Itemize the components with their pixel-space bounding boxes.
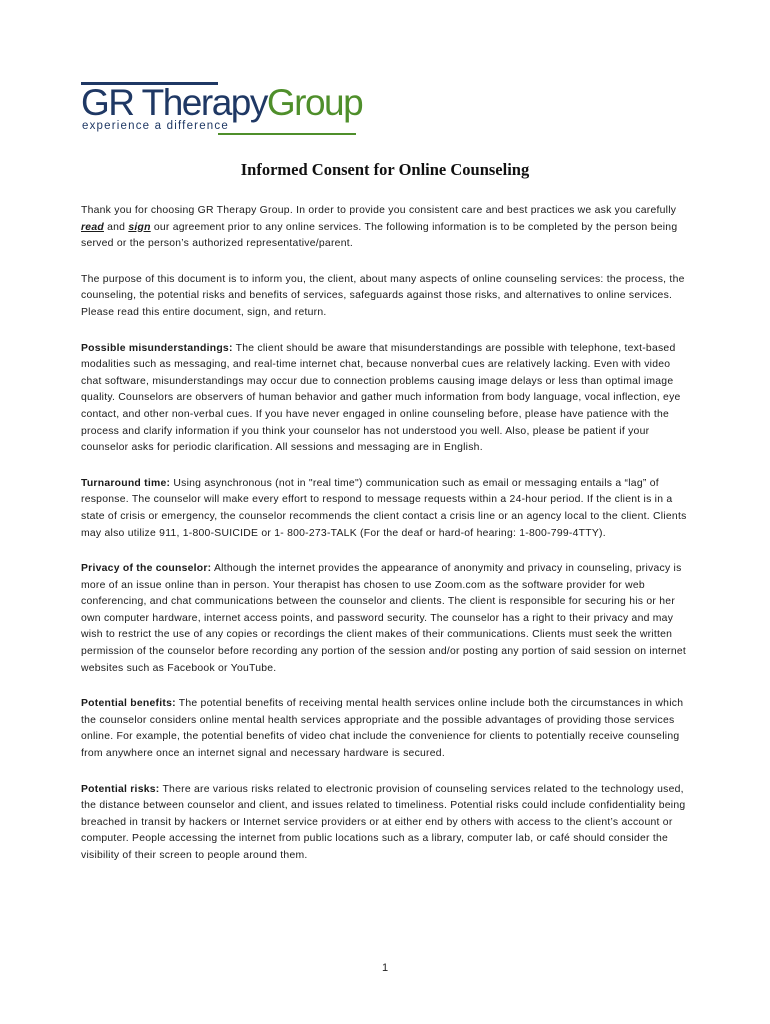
- section-turnaround: [81, 476, 691, 542]
- section-text: The potential benefits of receiving mental health services online include both the circumstances in which the counselor considers online mental health services appropriate and the possible advantages of providing those services online. For example, the potential benefits of video chat include the convenience for clients to potentially receive counseling from anywhere once an internet signal and necessary hardware is secured.: [81, 698, 684, 760]
- purpose-paragraph: The purpose of this document is to inform you, the client, about many aspects of online counseling services: the process, the counseling, the potential risks and benefits of services, safeguards against those risks, and alternatives to online services. Please read this entire document, sign, and return.: [81, 273, 685, 318]
- logo-tagline: experience a difference: [82, 120, 229, 132]
- section-privacy: [81, 561, 691, 677]
- logo-underline: [218, 133, 356, 135]
- section-label: Privacy of the counselor:: [81, 563, 212, 575]
- section-risks: [81, 782, 691, 865]
- document-title: Informed Consent for Online Counseling: [240, 160, 530, 179]
- section-text: Although the internet provides the appearance of anonymity and privacy in counseling, privacy is more of an issue online than in person. Your therapist has chosen to use Zoom.com as the software provider for web conferencing, and chat communications between the counselor and clients. The client is responsible for securing his or her own computer hardware, internet access points, and password security. The counselor has a right to their privacy and may wish to restrict the use of any copies or recordings the client makes of their communications. Clients must seek the written permission of the counselor before recording any portion of the session and/or posting any portion of said session on internet websites such as Facebook or YouTube.: [81, 563, 687, 674]
- intro-text-2: our agreement prior to any online services. The following information is to be completed by the person being served or the person’s authorized representative/parent.: [81, 221, 678, 250]
- section-label: Possible misunderstandings:: [81, 342, 233, 354]
- section-text: Using asynchronous (not in "real time") communication such as email or messaging entails a “lag” of response. The counselor will make every effort to respond to message requests within a 24-hour period. If the client is in a state of crisis or emergency, the counselor recommends the client contact a crisis line or an agency local to the client. Clients may also utilize 911, 1-800-SUICIDE or 1- 800-273-TALK (For the deaf or hard-of hearing: 1-800-799-4TTY).: [81, 477, 687, 539]
- logo-gr-text: GR: [81, 82, 142, 123]
- read-emphasis: read: [81, 221, 104, 233]
- section-label: Potential risks:: [81, 783, 160, 795]
- intro-paragraph: [81, 203, 691, 253]
- section-label: Turnaround time:: [81, 477, 171, 489]
- section-text: The client should be aware that misunderstandings are possible with telephone, text-based modalities such as messaging, and real-time internet chat, because nonverbal cues are relatively lacking. Even with video chat software, misunderstandings may occur due to connection problems causing image delays or less than optimal image quality. Counselors are observers of human behavior and gather much information from body language, vocal inflection, eye contact, and other non-verbal cues. If you have never engaged in online counseling before, please have patience with the process and clarify information if you think your counselor has not understood you well. Also, please be patient if your counselor asks for periodic clarification. All sessions and messaging are in English.: [81, 342, 681, 454]
- section-label: Potential benefits:: [81, 698, 176, 710]
- intro-text-1: Thank you for choosing GR Therapy Group. In order to provide you consistent care and best practices we ask you carefully: [81, 205, 677, 216]
- document-body: [81, 203, 691, 865]
- logo-wordmark: [81, 83, 362, 123]
- page-number: 1: [381, 962, 389, 974]
- sign-emphasis: sign: [128, 221, 151, 233]
- logo-group-text: Group: [266, 82, 363, 123]
- intro-and: and: [103, 221, 129, 233]
- company-logo: [81, 82, 363, 138]
- logo-therapy-text: Therapy: [141, 82, 267, 123]
- section-misunderstandings: [81, 341, 691, 457]
- section-text: There are various risks related to electronic provision of counseling services related to the technology used, the distance between counselor and client, and issues related to timeliness. Potential risks could include confidentiality being breached in transit by hackers or Internet service providers or at either end by others with access to the client’s account or computer. People accessing the internet from public locations such as a library, computer lab, or café should consider the visibility of their screen to people around them.: [81, 783, 686, 861]
- section-benefits: [81, 696, 691, 762]
